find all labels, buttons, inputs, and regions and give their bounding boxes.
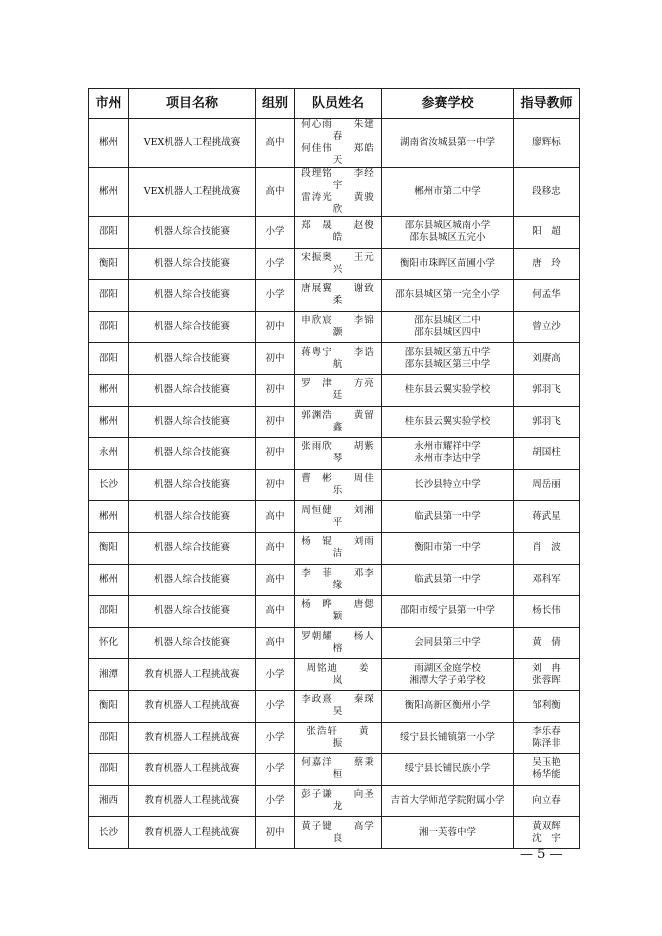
member-line: 曹 彬 周佳乐: [301, 473, 375, 497]
cell-group: 高中: [256, 532, 295, 564]
cell-school: [382, 248, 514, 280]
school-line: 湖南省汝城县第一中学: [399, 137, 495, 148]
school-line: 衡阳市珠晖区苗圃小学: [399, 257, 495, 269]
cell-members: [295, 343, 382, 375]
table-row: [89, 217, 580, 249]
coach-line: 曾立沙: [532, 321, 561, 333]
table-row: [89, 280, 580, 312]
cell-group: 高中: [256, 119, 295, 168]
coach-line: 陈泽非: [532, 737, 561, 749]
coach-line: 刘 冉: [532, 662, 561, 674]
member-line: 郑 晟 赵俊皓: [301, 220, 375, 244]
cell-school: [382, 280, 514, 312]
cell-project: 机器人综合技能赛: [129, 469, 256, 501]
school-line: 邵东县城区城南小学: [404, 220, 491, 232]
school-line: 邵东县城区第五中学: [404, 346, 491, 358]
member-line: 黄子键 高学良: [301, 820, 375, 844]
school-line: 永州市耀祥中学: [414, 441, 481, 453]
table-row: [89, 564, 580, 596]
cell-members: [295, 532, 382, 564]
school-line: 衡阳市第一中学: [414, 542, 481, 554]
header-row: [89, 89, 580, 119]
cell-city: 郴州: [89, 168, 129, 217]
cell-group: 小学: [256, 280, 295, 312]
coach-line: 李乐春: [532, 725, 561, 737]
header-group: 组别: [256, 89, 295, 119]
cell-coach: [514, 722, 580, 754]
coach-line: 邹利衡: [532, 700, 561, 712]
coach-line: 肖 波: [532, 542, 561, 554]
cell-group: 小学: [256, 785, 295, 817]
coach-line: 廖辉标: [532, 137, 561, 148]
cell-school: [382, 119, 514, 168]
cell-project: 机器人综合技能赛: [129, 280, 256, 312]
cell-project: 机器人综合技能赛: [129, 501, 256, 533]
cell-project: VEX机器人工程挑战赛: [129, 168, 256, 217]
table-row: [89, 754, 580, 786]
member-line: 罗 津 方亮廷: [301, 378, 375, 402]
cell-project: 机器人综合技能赛: [129, 374, 256, 406]
school-line: 桂东县云翼实验学校: [404, 415, 491, 427]
cell-city: 郴州: [89, 406, 129, 438]
member-line: 申欣宸 李锦灏: [301, 315, 375, 339]
cell-coach: [514, 659, 580, 691]
school-line: 邵东县城区五完小: [409, 232, 486, 244]
cell-group: 初中: [256, 817, 295, 849]
header-coach: 指导教师: [514, 89, 580, 119]
table-row: [89, 168, 580, 217]
cell-school: [382, 659, 514, 691]
cell-city: 邵阳: [89, 754, 129, 786]
cell-project: 教育机器人工程挑战赛: [129, 817, 256, 849]
table-row: [89, 406, 580, 438]
table-row: [89, 469, 580, 501]
cell-project: 机器人综合技能赛: [129, 343, 256, 375]
cell-members: [295, 659, 382, 691]
coach-line: 段移忠: [532, 186, 561, 197]
cell-project: 机器人综合技能赛: [129, 217, 256, 249]
table-row: [89, 817, 580, 849]
school-line: 邵阳市绥宁县第一中学: [399, 605, 495, 617]
member-line: 唐展翼 谢致柔: [301, 283, 375, 307]
school-line: 衡阳高新区衡州小学: [404, 700, 491, 712]
cell-group: 高中: [256, 168, 295, 217]
table-row: [89, 374, 580, 406]
cell-city: 邵阳: [89, 722, 129, 754]
cell-group: 高中: [256, 596, 295, 628]
cell-school: [382, 374, 514, 406]
school-line: 绥宁县长铺民族小学: [404, 763, 491, 775]
member-line: 周恒健 刘湘平: [301, 504, 375, 528]
cell-city: 邵阳: [89, 311, 129, 343]
cell-coach: [514, 690, 580, 722]
coach-line: 刘赓高: [532, 352, 561, 364]
member-line: 何佳伟 郑皓天: [301, 143, 375, 166]
cell-city: 邵阳: [89, 596, 129, 628]
cell-city: 湘潭: [89, 659, 129, 691]
cell-group: 初中: [256, 374, 295, 406]
member-line: 郭渊浩 黄留鑫: [301, 409, 375, 433]
cell-members: [295, 817, 382, 849]
cell-group: 小学: [256, 722, 295, 754]
school-line: 湘一芙蓉中学: [418, 826, 476, 838]
coach-line: 郭羽飞: [532, 384, 561, 396]
table-row: [89, 501, 580, 533]
cell-coach: [514, 248, 580, 280]
member-line: 何心雨 朱建春: [301, 119, 375, 142]
cell-city: 衡阳: [89, 532, 129, 564]
cell-school: [382, 469, 514, 501]
cell-members: [295, 564, 382, 596]
cell-school: [382, 754, 514, 786]
cell-city: 郴州: [89, 564, 129, 596]
cell-group: 小学: [256, 248, 295, 280]
cell-members: [295, 311, 382, 343]
school-line: 临武县第一中学: [414, 573, 481, 585]
coach-line: 杨长伟: [532, 605, 561, 617]
member-line: 彭子谦 向圣龙: [301, 788, 375, 812]
coach-line: 向立春: [532, 794, 561, 806]
cell-members: [295, 119, 382, 168]
table-row: [89, 532, 580, 564]
cell-group: 初中: [256, 438, 295, 470]
table-row: [89, 659, 580, 691]
cell-coach: [514, 817, 580, 849]
member-line: 杨 锟 刘雨洁: [301, 536, 375, 560]
cell-project: 机器人综合技能赛: [129, 532, 256, 564]
school-line: 湘潭大学子弟学校: [409, 674, 486, 686]
school-line: 桂东县云翼实验学校: [404, 384, 491, 396]
page-number: — 5 —: [520, 847, 563, 862]
table-row: [89, 119, 580, 168]
header-city: 市州: [89, 89, 129, 119]
cell-school: [382, 817, 514, 849]
table-row: [89, 722, 580, 754]
member-line: 蒋粤宁 李诰航: [301, 346, 375, 370]
member-line: 罗朝耀 杨人榕: [301, 631, 375, 655]
cell-project: 教育机器人工程挑战赛: [129, 659, 256, 691]
coach-line: 阳 超: [532, 226, 561, 238]
school-line: 吉首大学师范学院附属小学: [390, 794, 505, 806]
member-line: 李政熹 秦琛昊: [301, 694, 375, 718]
cell-coach: [514, 374, 580, 406]
cell-members: [295, 280, 382, 312]
coach-line: 唐 玲: [532, 257, 561, 269]
cell-coach: [514, 438, 580, 470]
cell-city: 邵阳: [89, 217, 129, 249]
cell-members: [295, 217, 382, 249]
cell-group: 初中: [256, 343, 295, 375]
cell-members: [295, 785, 382, 817]
cell-project: 教育机器人工程挑战赛: [129, 754, 256, 786]
cell-members: [295, 168, 382, 217]
cell-school: [382, 785, 514, 817]
cell-coach: [514, 564, 580, 596]
cell-project: 机器人综合技能赛: [129, 438, 256, 470]
cell-coach: [514, 343, 580, 375]
cell-school: [382, 564, 514, 596]
cell-project: 机器人综合技能赛: [129, 627, 256, 659]
cell-group: 初中: [256, 406, 295, 438]
table-row: [89, 438, 580, 470]
table-row: [89, 627, 580, 659]
cell-project: 机器人综合技能赛: [129, 311, 256, 343]
cell-project: 教育机器人工程挑战赛: [129, 722, 256, 754]
table-row: [89, 248, 580, 280]
school-line: 郴州市第二中学: [414, 186, 481, 197]
cell-city: 怀化: [89, 627, 129, 659]
cell-group: 高中: [256, 501, 295, 533]
table-row: [89, 785, 580, 817]
cell-city: 郴州: [89, 119, 129, 168]
cell-coach: [514, 469, 580, 501]
coach-line: 张蓉晖: [532, 674, 561, 686]
coach-line: 吴玉艳: [532, 757, 561, 769]
table-row: [89, 596, 580, 628]
cell-members: [295, 501, 382, 533]
member-line: 张雨欣 胡紫琴: [301, 441, 375, 465]
cell-members: [295, 406, 382, 438]
cell-project: VEX机器人工程挑战赛: [129, 119, 256, 168]
cell-school: [382, 168, 514, 217]
cell-members: [295, 374, 382, 406]
member-line: 何嘉洋 蔡秉桓: [301, 757, 375, 781]
member-line: 杨 晔 唐偲颖: [301, 599, 375, 623]
cell-group: 高中: [256, 564, 295, 596]
cell-city: 郴州: [89, 501, 129, 533]
cell-school: [382, 627, 514, 659]
member-line: 宋振奥 王元兴: [301, 251, 375, 275]
cell-coach: [514, 754, 580, 786]
member-line: 李 菲 邓李缘: [301, 567, 375, 591]
cell-school: [382, 596, 514, 628]
cell-members: [295, 690, 382, 722]
cell-coach: [514, 217, 580, 249]
header-members: 队员姓名: [295, 89, 382, 119]
school-line: 绥宁县长铺镇第一小学: [399, 731, 495, 743]
cell-group: 初中: [256, 469, 295, 501]
school-line: 永州市李达中学: [414, 453, 481, 465]
cell-members: [295, 248, 382, 280]
coach-line: 何孟华: [532, 289, 561, 301]
cell-members: [295, 596, 382, 628]
cell-members: [295, 469, 382, 501]
cell-city: 邵阳: [89, 343, 129, 375]
cell-group: 小学: [256, 690, 295, 722]
cell-members: [295, 754, 382, 786]
cell-members: [295, 438, 382, 470]
coach-line: 胡国柱: [532, 447, 561, 459]
table-row: [89, 343, 580, 375]
school-line: 长沙县特立中学: [414, 479, 481, 491]
cell-project: 机器人综合技能赛: [129, 248, 256, 280]
member-line: 张浩轩 黄 振: [306, 725, 381, 749]
cell-school: [382, 217, 514, 249]
cell-coach: [514, 311, 580, 343]
cell-city: 邵阳: [89, 280, 129, 312]
cell-school: [382, 438, 514, 470]
member-line: 段理铭 李经宇: [301, 168, 375, 191]
cell-school: [382, 722, 514, 754]
cell-school: [382, 690, 514, 722]
cell-project: 教育机器人工程挑战赛: [129, 690, 256, 722]
coach-line: 郭羽飞: [532, 415, 561, 427]
cell-school: [382, 311, 514, 343]
cell-members: [295, 627, 382, 659]
coach-line: 周岳丽: [532, 479, 561, 491]
awards-table: [88, 88, 580, 849]
cell-city: 衡阳: [89, 690, 129, 722]
cell-project: 机器人综合技能赛: [129, 596, 256, 628]
cell-city: 湘西: [89, 785, 129, 817]
cell-coach: [514, 627, 580, 659]
table-body: [89, 119, 580, 849]
school-line: 会同县第三中学: [414, 637, 481, 649]
cell-school: [382, 532, 514, 564]
cell-group: 初中: [256, 311, 295, 343]
cell-project: 机器人综合技能赛: [129, 406, 256, 438]
school-line: 邵东县城区四中: [414, 327, 481, 339]
cell-group: 小学: [256, 659, 295, 691]
cell-group: 高中: [256, 627, 295, 659]
coach-line: 杨华能: [532, 769, 561, 781]
header-project: 项目名称: [129, 89, 256, 119]
school-line: 邵东县城区第一完全小学: [395, 289, 500, 301]
coach-line: 邓科军: [532, 573, 561, 585]
cell-city: 长沙: [89, 469, 129, 501]
coach-line: 黄 倩: [532, 637, 561, 649]
cell-school: [382, 343, 514, 375]
cell-coach: [514, 532, 580, 564]
school-line: 雨湖区金庭学校: [414, 662, 481, 674]
coach-line: 黄双辉: [532, 820, 561, 832]
cell-coach: [514, 168, 580, 217]
cell-project: 机器人综合技能赛: [129, 564, 256, 596]
cell-coach: [514, 119, 580, 168]
cell-city: 郴州: [89, 374, 129, 406]
cell-school: [382, 501, 514, 533]
cell-coach: [514, 596, 580, 628]
cell-coach: [514, 785, 580, 817]
cell-group: 小学: [256, 217, 295, 249]
coach-line: 蒋武星: [532, 510, 561, 522]
member-line: 周铭迪 姜 岚: [306, 662, 381, 686]
cell-school: [382, 406, 514, 438]
cell-project: 教育机器人工程挑战赛: [129, 785, 256, 817]
table-row: [89, 690, 580, 722]
school-line: 邵东县城区第三中学: [404, 358, 491, 370]
cell-coach: [514, 406, 580, 438]
cell-coach: [514, 280, 580, 312]
cell-city: 衡阳: [89, 248, 129, 280]
cell-city: 永州: [89, 438, 129, 470]
cell-group: 小学: [256, 754, 295, 786]
cell-members: [295, 722, 382, 754]
cell-coach: [514, 501, 580, 533]
member-line: 雷涛光 黄骏欣: [301, 192, 375, 215]
coach-line: 沈 宇: [532, 832, 561, 844]
header-school: 参赛学校: [382, 89, 514, 119]
table-row: [89, 311, 580, 343]
cell-city: 长沙: [89, 817, 129, 849]
school-line: 邵东县城区二中: [414, 315, 481, 327]
school-line: 临武县第一中学: [414, 510, 481, 522]
